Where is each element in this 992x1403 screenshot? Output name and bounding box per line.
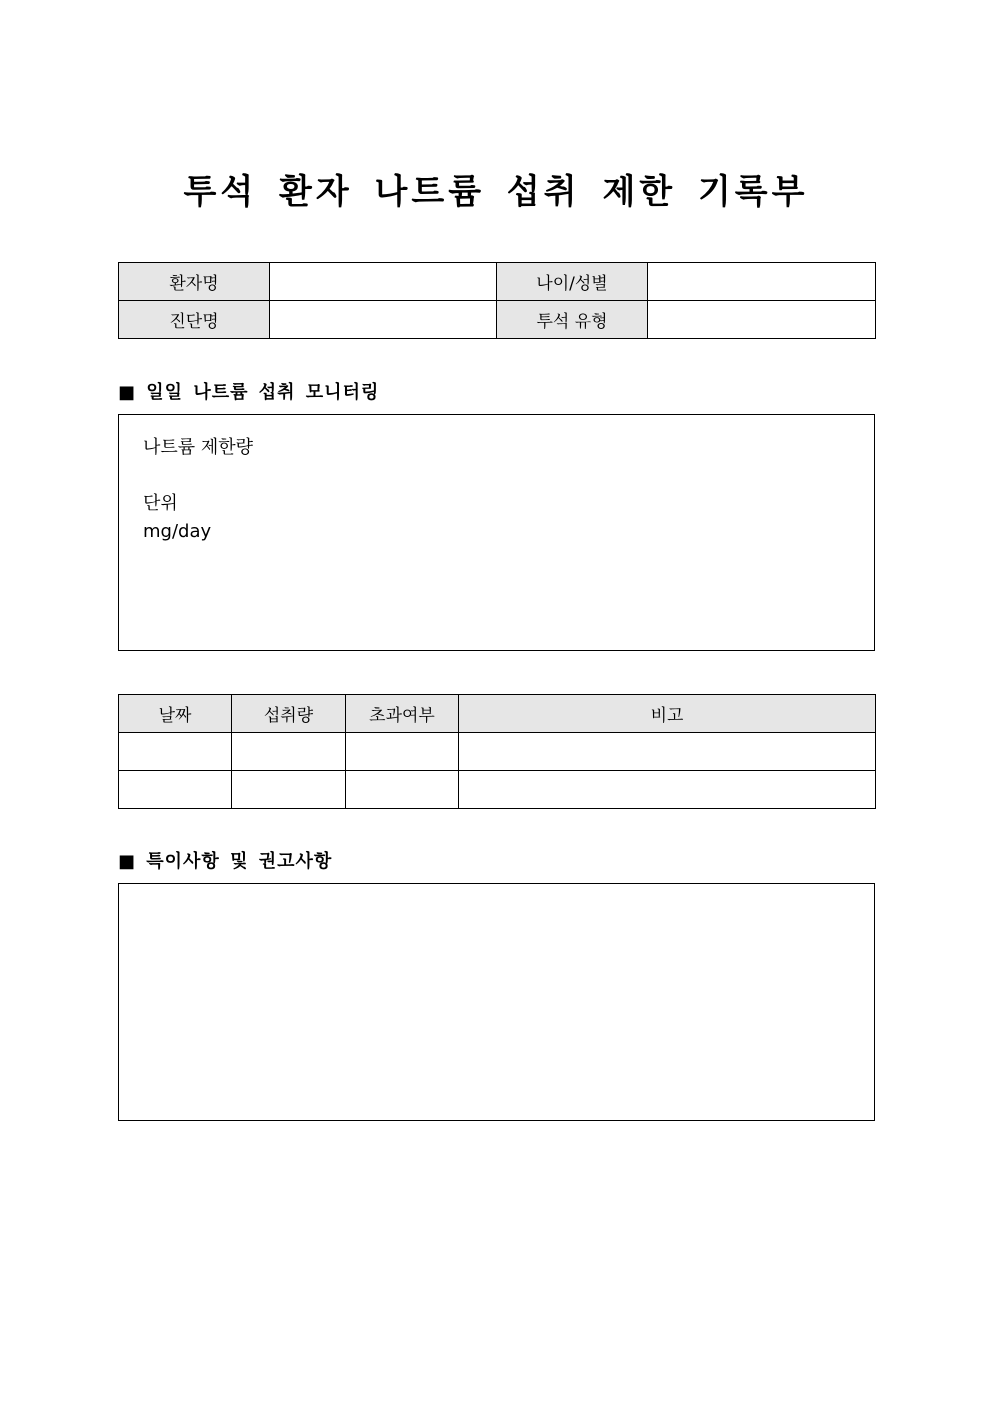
intake-log-table — [118, 694, 876, 809]
table-row — [119, 733, 876, 771]
date-column-header: 날짜 — [119, 695, 232, 733]
sodium-limit-label: 나트륨 제한량 — [143, 437, 254, 458]
patient-name-label: 환자명 — [119, 263, 270, 301]
date-cell[interactable] — [119, 771, 232, 809]
intake-cell[interactable] — [232, 733, 346, 771]
monitoring-section-heading: ■ 일일 나트륨 섭취 모니터링 — [118, 382, 380, 403]
remarks-section-heading: ■ 특이사항 및 권고사항 — [118, 851, 333, 872]
date-cell[interactable] — [119, 733, 232, 771]
notes-cell[interactable] — [459, 771, 876, 809]
sodium-limit-box — [118, 414, 875, 651]
age-sex-field[interactable] — [648, 263, 876, 301]
page-title: 투석 환자 나트륨 섭취 제한 기록부 — [183, 172, 809, 212]
age-sex-label: 나이/성별 — [497, 263, 648, 301]
table-row — [119, 771, 876, 809]
remarks-box[interactable] — [118, 883, 875, 1121]
diagnosis-field[interactable] — [270, 301, 497, 339]
notes-cell[interactable] — [459, 733, 876, 771]
exceeded-column-header: 초과여부 — [346, 695, 459, 733]
diagnosis-label: 진단명 — [119, 301, 270, 339]
intake-cell[interactable] — [232, 771, 346, 809]
patient-info-table — [118, 262, 876, 339]
dialysis-type-label: 투석 유형 — [497, 301, 648, 339]
exceeded-cell[interactable] — [346, 771, 459, 809]
dialysis-type-field[interactable] — [648, 301, 876, 339]
notes-column-header: 비고 — [459, 695, 876, 733]
unit-label: 단위 — [143, 493, 178, 514]
unit-value: mg/day — [143, 521, 212, 542]
exceeded-cell[interactable] — [346, 733, 459, 771]
patient-name-field[interactable] — [270, 263, 497, 301]
intake-column-header: 섭취량 — [232, 695, 346, 733]
